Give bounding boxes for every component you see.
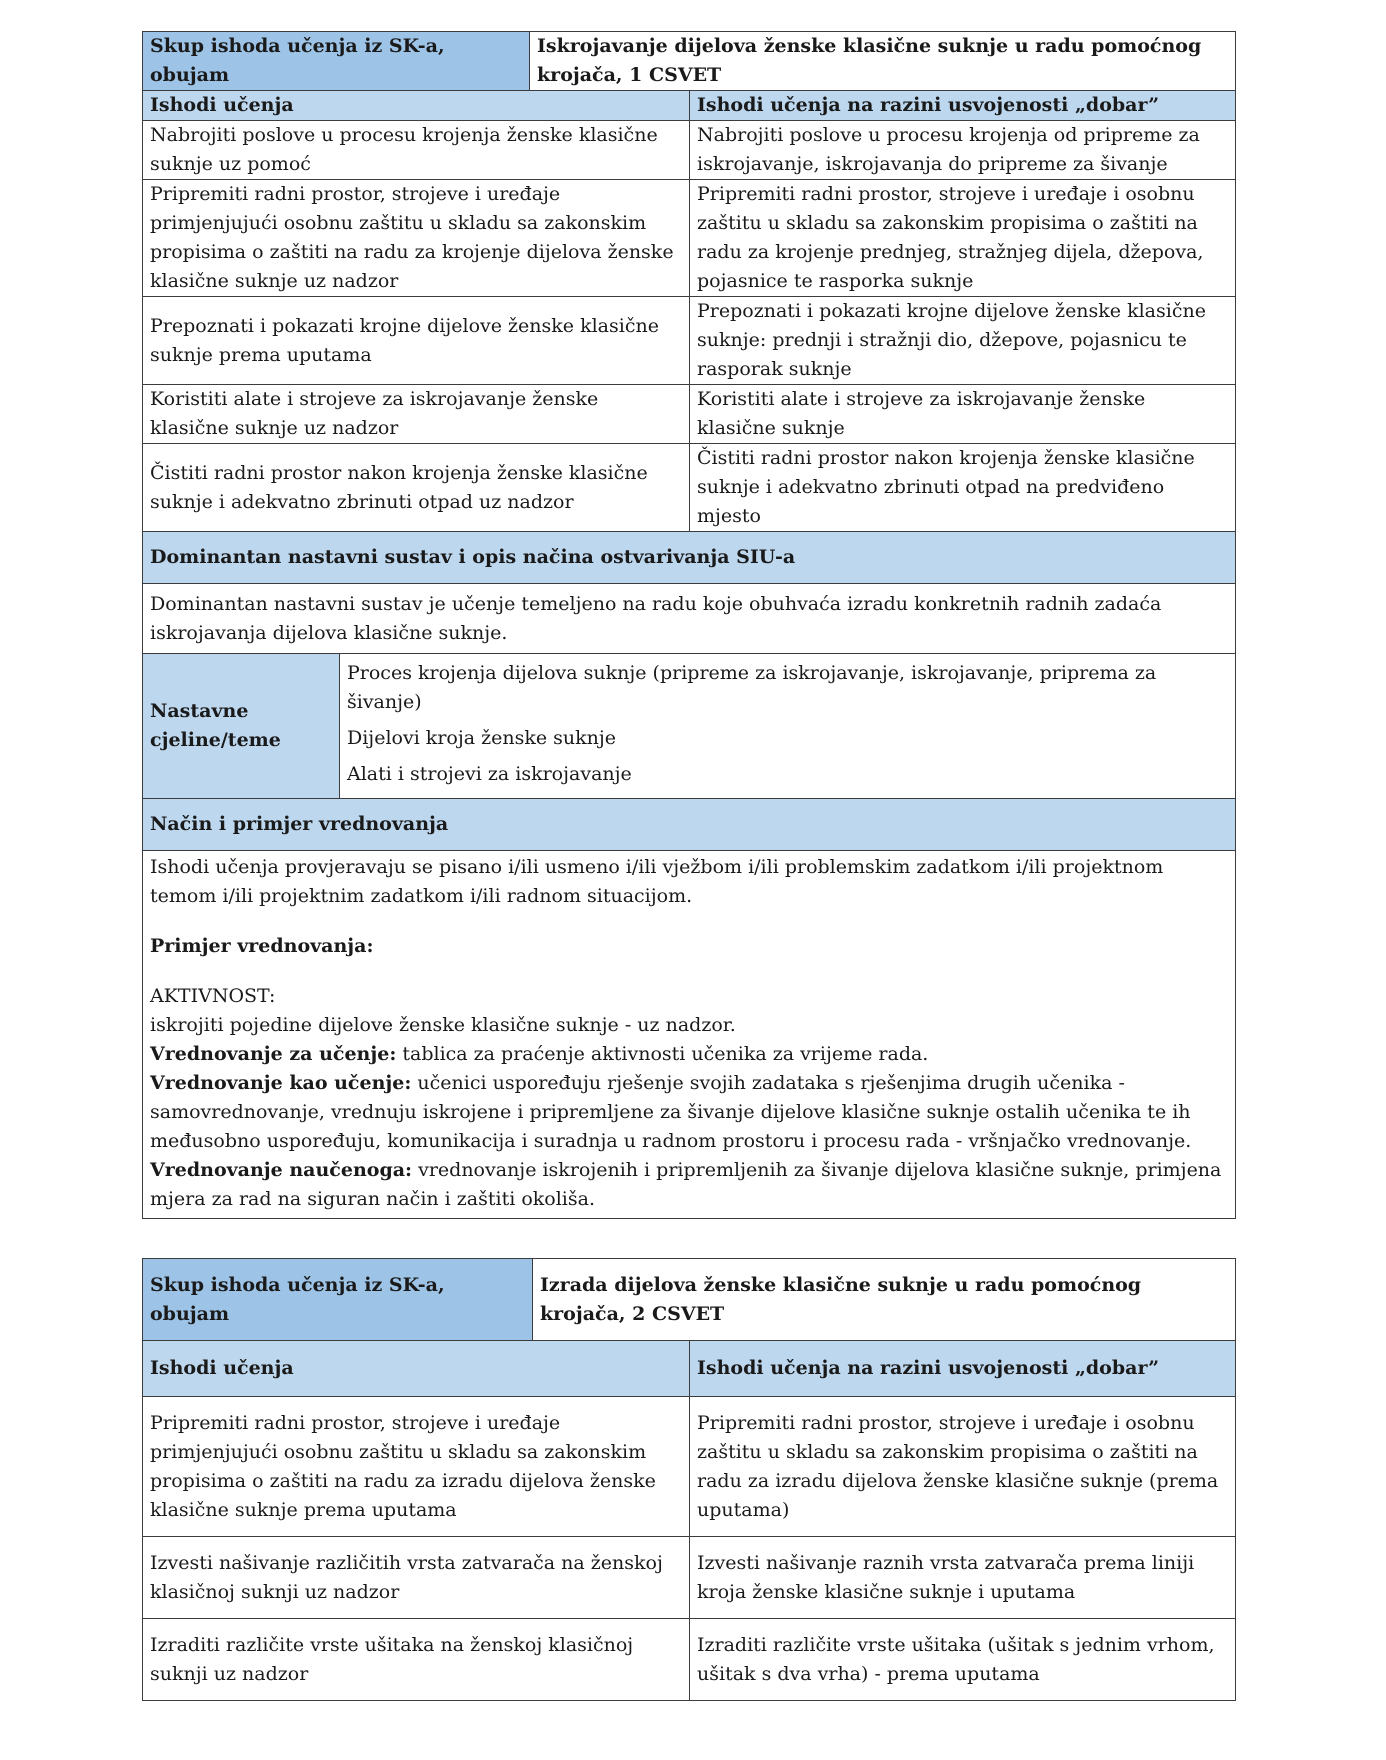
teaching-system-heading: Dominantan nastavni sustav i opis načina ostvarivanja SIU-a [143,532,1236,584]
evaluation-item-text: učenici uspoređuju rješenje svojih zadataka s rješenjima drugih učenika - samovrednovanje, vrednuju iskrojene i pripremljene za šivanje dijelove klasične suknje ostalih učenika te ih međusobno uspoređuju, komunikacija i suradnja u radnom prostoru i procesu rada - vršnjačko vrednovanje. [150,1072,1192,1152]
evaluation-item [150,1156,1228,1214]
outcome-cell: Izvesti našivanje različitih vrsta zatvarača na ženskoj klasičnoj suknji uz nadzor [143,1537,690,1619]
evaluation-intro: Ishodi učenja provjeravaju se pisano i/ili usmeno i/ili vježbom i/ili problemskim zadatkom i/ili projektnom temom i/ili projektnim zadatkom i/ili radnom situacijom. [150,856,1164,907]
evaluation-item-label: Vrednovanje naučenoga: [150,1159,413,1181]
good-level-cell: Izvesti našivanje raznih vrsta zatvarača prema liniji kroja ženske klasične suknje i uputama [690,1537,1236,1619]
evaluation-item-label: Vrednovanje kao učenje: [150,1072,412,1094]
good-level-cell: Čistiti radni prostor nakon krojenja ženske klasične suknje i adekvatno zbrinuti otpad na predviđeno mjesto [690,444,1236,532]
table-row [143,385,1236,444]
evaluation-item [150,1069,1228,1156]
outcome-cell: Koristiti alate i strojeve za iskrojavanje ženske klasične suknje uz nadzor [143,385,690,444]
example-heading: Primjer vrednovanja: [150,935,374,957]
topics-label: Nastavne cjeline/teme [143,654,340,799]
table-row [143,180,1236,297]
teaching-system-text: Dominantan nastavni sustav je učenje temeljeno na radu koje obuhvaća izradu konkretnih radnih zadaća iskrojavanja dijelova klasične suknje. [143,584,1236,654]
activity-text: iskrojiti pojedine dijelove ženske klasične suknje - uz nadzor. [150,1014,736,1036]
topic-item: Alati i strojevi za iskrojavanje [347,762,632,785]
table-row [143,1397,1236,1537]
good-level-cell: Pripremiti radni prostor, strojeve i uređaje i osobnu zaštitu u skladu sa zakonskim propisima o zaštiti na radu za krojenje prednjeg, stražnjeg dijela, džepova, pojasnice te rasporka suknje [690,180,1236,297]
header-title: Iskrojavanje dijelova ženske klasične suknje u radu pomoćnog krojača, 1 CSVET [530,32,1236,91]
outcome-cell: Pripremiti radni prostor, strojeve i uređaje primjenjujući osobnu zaštitu u skladu sa zakonskim propisima o zaštiti na radu za krojenje dijelova ženske klasične suknje uz nadzor [143,180,690,297]
topics-list [340,654,1236,799]
evaluation-item-text: vrednovanje iskrojenih i pripremljenih za šivanje dijelova klasične suknje, primjena mjera za rad na siguran način i zaštiti okoliša. [150,1159,1222,1210]
good-level-cell: Nabrojiti poslove u procesu krojenja od pripreme za iskrojavanje, iskrojavanja do pripreme za šivanje [690,121,1236,180]
table-row [143,444,1236,532]
header-label: Skup ishoda učenja iz SK-a, obujam [143,32,530,91]
good-level-cell: Izraditi različite vrste ušitaka (ušitak s jednim vrhom, ušitak s dva vrha) - prema uputama [690,1619,1236,1701]
evaluation-item-label: Vrednovanje za učenje: [150,1043,397,1065]
outcome-cell: Prepoznati i pokazati krojne dijelove ženske klasične suknje prema uputama [143,297,690,385]
table-row [143,121,1236,180]
topic-item: Dijelovi kroja ženske suknje [347,726,617,749]
header-title: Izrada dijelova ženske klasične suknje u radu pomoćnog krojača, 2 CSVET [533,1259,1236,1341]
evaluation-item [150,1040,1228,1069]
good-level-cell: Prepoznati i pokazati krojne dijelove ženske klasične suknje: prednji i stražnji dio, džepove, pojasnicu te rasporak suknje [690,297,1236,385]
good-level-cell: Koristiti alate i strojeve za iskrojavanje ženske klasične suknje [690,385,1236,444]
header-label: Skup ishoda učenja iz SK-a, obujam [143,1259,533,1341]
topic-item: Proces krojenja dijelova suknje (pripreme za iskrojavanje, iskrojavanje, priprema za šivanje) [347,661,1157,713]
table-row [143,1619,1236,1701]
learning-outcomes-table-2 [142,1258,1236,1701]
outcome-cell: Čistiti radni prostor nakon krojenja ženske klasične suknje i adekvatno zbrinuti otpad uz nadzor [143,444,690,532]
outcome-cell: Izraditi različite vrste ušitaka na ženskoj klasičnoj suknji uz nadzor [143,1619,690,1701]
evaluation-item-text: tablica za praćenje aktivnosti učenika za vrijeme rada. [396,1043,929,1065]
good-level-cell: Pripremiti radni prostor, strojeve i uređaje i osobnu zaštitu u skladu sa zakonskim propisima o zaštiti na radu za izradu dijelova ženske klasične suknje (prema uputama) [690,1397,1236,1537]
column-header-good-level: Ishodi učenja na razini usvojenosti „dobar” [690,1341,1236,1397]
evaluation-heading: Način i primjer vrednovanja [143,799,1236,851]
column-header-outcomes: Ishodi učenja [143,1341,690,1397]
column-header-good-level: Ishodi učenja na razini usvojenosti „dobar” [690,91,1236,121]
activity-label: AKTIVNOST: [150,985,276,1007]
evaluation-content [143,851,1236,1219]
table-row [143,1537,1236,1619]
outcome-cell: Pripremiti radni prostor, strojeve i uređaje primjenjujući osobnu zaštitu u skladu sa zakonskim propisima o zaštiti na radu za izradu dijelova ženske klasične suknje prema uputama [143,1397,690,1537]
learning-outcomes-table-1 [142,31,1236,1219]
table-row [143,297,1236,385]
outcome-cell: Nabrojiti poslove u procesu krojenja ženske klasične suknje uz pomoć [143,121,690,180]
column-header-outcomes: Ishodi učenja [143,91,690,121]
